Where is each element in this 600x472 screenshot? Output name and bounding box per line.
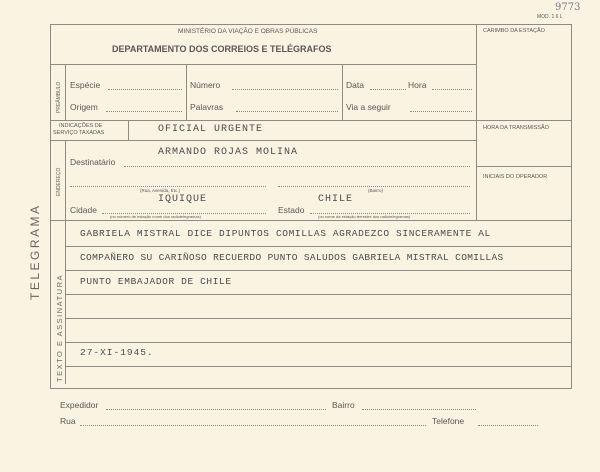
rua-footer-label: Rua	[60, 416, 76, 426]
destinatario-label: Destinatário	[70, 157, 116, 167]
message-line-2: COMPAÑERO SU CARIÑOSO RECUERDO PUNTO SALUDOS GABRIELA MISTRAL COMILLAS	[80, 252, 504, 263]
frame-left-line	[50, 24, 51, 389]
text-rule-6	[66, 366, 571, 367]
origem-label: Origem	[70, 102, 98, 112]
telegrama-label: TELEGRAMA	[28, 203, 42, 300]
bairro-footer-field[interactable]	[362, 409, 476, 410]
service-label-1: INDICAÇÕES DE	[59, 123, 103, 129]
origem-field[interactable]	[106, 111, 182, 112]
via-field[interactable]	[410, 111, 472, 112]
service-divider	[128, 120, 129, 140]
preamble-divider-1	[186, 64, 187, 120]
department-title: DEPARTAMENTO DOS CORREIOS E TELÉGRAFOS	[112, 44, 332, 54]
message-line-1: GABRIELA MISTRAL DICE DIPUNTOS COMILLAS AGRADEZCO SINCERAMENTE AL	[80, 228, 491, 239]
service-label-2: SERVIÇO TAXADAS	[53, 130, 105, 136]
hora-field[interactable]	[432, 89, 472, 90]
estado-hint: (ou nome da estação terrestre dos radiotelegramas)	[318, 214, 411, 219]
destinatario-value: ARMANDO ROJAS MOLINA	[158, 147, 299, 158]
address-bottom-line	[50, 220, 572, 221]
rua-hint: (Rua, Avenida, Etc.)	[140, 188, 180, 193]
stamp-divider-line	[476, 24, 477, 220]
text-side-line	[65, 220, 66, 384]
hora-label: Hora	[408, 80, 427, 90]
address-side-line	[65, 140, 66, 220]
preamble-label: PREÂMBULO	[56, 81, 62, 113]
text-rule-2	[66, 270, 571, 271]
rua-field[interactable]	[70, 186, 266, 187]
text-rule-4	[66, 318, 571, 319]
transmission-time-label: HORA DA TRANSMISSÃO	[483, 125, 549, 131]
via-label: Via a seguir	[346, 102, 391, 112]
palavras-field[interactable]	[236, 111, 338, 112]
frame-top-line	[50, 24, 572, 25]
stamp-divider-line-3	[476, 166, 572, 167]
address-label: ENDEREÇO	[56, 167, 62, 196]
header-bottom-line	[50, 64, 476, 65]
telefone-label: Telefone	[432, 416, 465, 426]
message-line-3: PUNTO EMBAJADOR DE CHILE	[80, 276, 232, 287]
handwritten-number: 9773	[555, 2, 581, 13]
estado-value: CHILE	[318, 194, 354, 205]
bairro-field[interactable]	[278, 186, 470, 187]
service-bottom-line	[50, 140, 476, 141]
model-number: MOD. 1 6 L	[537, 14, 563, 20]
text-bottom-line	[50, 388, 572, 389]
preamble-divider-2	[342, 64, 343, 120]
numero-field[interactable]	[232, 89, 338, 90]
operator-initials-label: INICIAIS DO OPERADOR	[483, 174, 548, 180]
preamble-bottom-line	[50, 120, 476, 121]
expedidor-field[interactable]	[106, 409, 326, 410]
especie-field[interactable]	[108, 89, 182, 90]
rua-footer-field[interactable]	[80, 425, 426, 426]
destinatario-field[interactable]	[124, 166, 470, 167]
service-value: OFICIAL URGENTE	[158, 124, 264, 135]
preamble-side-line	[65, 64, 66, 120]
text-rule-5	[66, 342, 571, 343]
telefone-field[interactable]	[478, 425, 538, 426]
station-stamp-label: CARIMBO DA ESTAÇÃO	[483, 28, 545, 34]
expedidor-label: Expedidor	[60, 400, 99, 410]
cidade-value: IQUIQUE	[158, 194, 208, 205]
stamp-divider-line-2	[476, 120, 572, 121]
data-label: Data	[346, 80, 364, 90]
text-rule-1	[66, 246, 571, 247]
bairro-hint: (Bairro)	[368, 188, 384, 193]
ministry-title: MINISTÉRIO DA VIAÇÃO E OBRAS PÚBLICAS	[178, 28, 318, 35]
text-signature-label: TEXTO E ASSINATURA	[55, 274, 64, 382]
frame-right-line	[571, 24, 572, 389]
message-date: 27-XI-1945.	[80, 347, 154, 358]
data-field[interactable]	[370, 89, 406, 90]
text-rule-3	[66, 294, 571, 295]
cidade-hint: (no número de estação nome dos radiotelegramas)	[110, 214, 201, 219]
especie-label: Espécie	[70, 80, 101, 90]
bairro-footer-label: Bairro	[332, 400, 355, 410]
palavras-label: Palavras	[190, 102, 224, 112]
estado-label: Estado	[278, 205, 305, 215]
numero-label: Número	[190, 80, 221, 90]
cidade-label: Cidade	[70, 205, 97, 215]
